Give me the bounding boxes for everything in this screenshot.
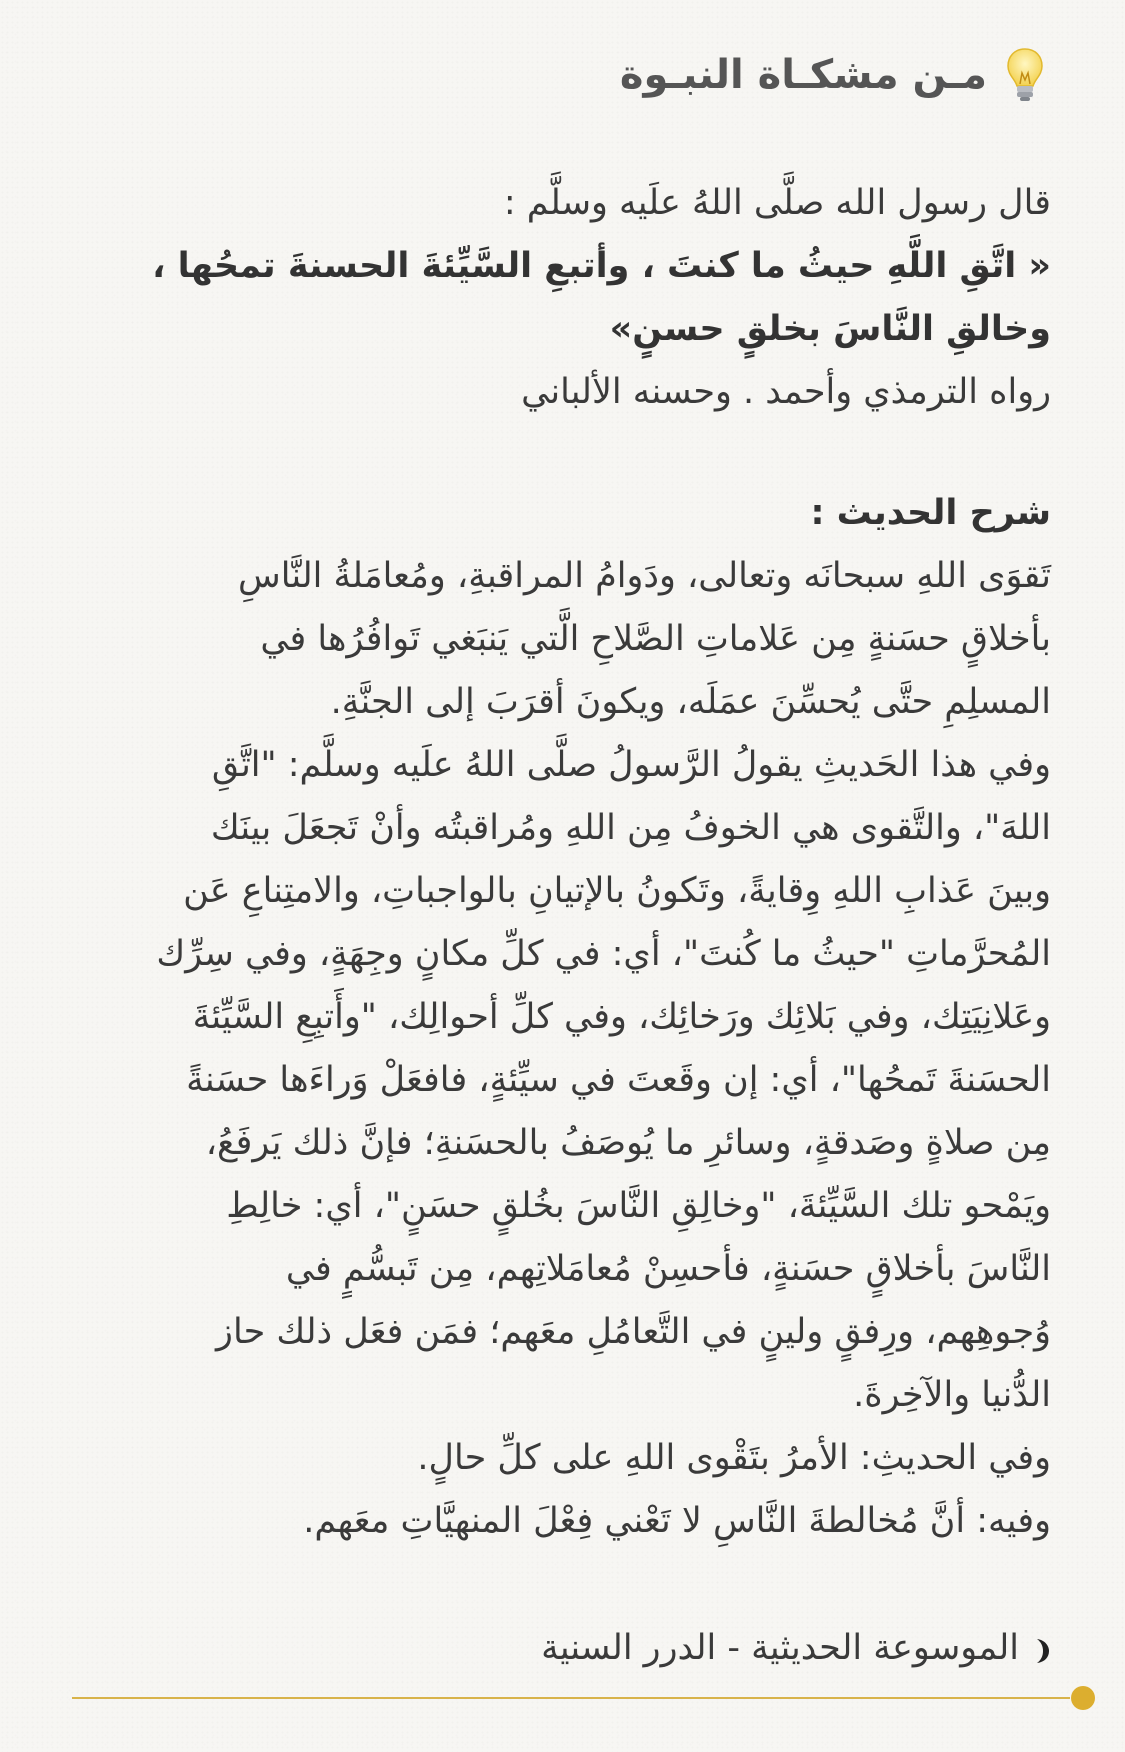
explanation-line-15: وفي الحديثِ: الأمرُ بتَقْوى اللهِ على كلِّ حالٍ.	[417, 1438, 1051, 1478]
lightbulb-icon	[1005, 45, 1045, 105]
explanation-line-14: الدُّنيا والآخِرةَ.	[853, 1375, 1051, 1415]
explanation-line-16: وفيه: أنَّ مُخالطةَ النَّاسِ لا تَعْني فِعْلَ المنهيَّاتِ معَهم.	[303, 1501, 1051, 1541]
explanation-line-6: وبينَ عَذابِ اللهِ وِقايةً، وتَكونُ بالإتيانِ بالواجباتِ، والامتِناعِ عَن	[183, 871, 1051, 911]
source-text: الموسوعة الحديثية - الدرر السنية	[541, 1628, 1019, 1668]
hadith-line-1: « اتَّقِ اللَّهِ حيثُ ما كنتَ ، وأتبعِ السَّيِّئةَ الحسنةَ تمحُها ،	[152, 246, 1051, 286]
explanation-line-11: ويَمْحو تلك السَّيِّئةَ، "وخالِقِ النَّاسَ بخُلقٍ حسَنٍ"، أي: خالِطِ	[226, 1186, 1051, 1226]
explanation-line-7: المُحرَّماتِ "حيثُ ما كُنتَ"، أي: في كلِّ مكانٍ وجِهَةٍ، وفي سِرِّك	[156, 934, 1051, 974]
title-row	[80, 42, 1045, 108]
content	[71, 172, 1051, 1680]
explanation-line-9: الحسَنةَ تَمحُها"، أي: إن وقَعتَ في سيِّئةٍ، فافعَلْ وَراءَها حسَنةً	[186, 1060, 1051, 1100]
page-title: مـن مشكـاة النبـوة	[619, 52, 987, 98]
crescent-icon	[1029, 1636, 1051, 1666]
explanation-line-3: المسلِمِ حتَّى يُحسِّنَ عمَلَه، ويكونَ أقرَبَ إلى الجنَّةِ.	[330, 682, 1051, 722]
spacer	[71, 1553, 1051, 1617]
hadith-intro: قال رسول الله صلَّى اللهُ علَيه وسلَّم :	[503, 183, 1051, 223]
hadith-narration: رواه الترمذي وأحمد . وحسنه الألباني	[521, 372, 1051, 412]
source-row	[71, 1617, 1051, 1680]
explanation-line-13: وُجوهِهم، ورِفقٍ ولينٍ في التَّعامُلِ معَهم؛ فمَن فعَل ذلك حاز	[216, 1312, 1051, 1352]
explanation-line-8: وعَلانِيَتِك، وفي بَلائِك ورَخائِك، وفي كلِّ أحوالِك، "وأَتبِعِ السَّيِّئةَ	[192, 997, 1051, 1037]
explanation-heading: شرح الحديث :	[810, 493, 1051, 533]
footer-divider	[72, 1697, 1070, 1699]
explanation-line-10: مِن صلاةٍ وصَدقةٍ، وسائرِ ما يُوصَفُ بالحسَنةِ؛ فإنَّ ذلك يَرفَعُ،	[205, 1123, 1051, 1163]
explanation-line-5: اللهَ"، والتَّقوى هي الخوفُ مِن اللهِ ومُراقبتُه وأنْ تَجعَلَ بينَك	[210, 808, 1051, 848]
explanation-line-12: النَّاسَ بأخلاقٍ حسَنةٍ، فأحسِنْ مُعامَلاتِهم، مِن تَبسُّمٍ في	[285, 1249, 1051, 1289]
explanation-line-2: بأخلاقٍ حسَنةٍ مِن عَلاماتِ الصَّلاحِ الَّتي يَنبَغي تَوافُرُها في	[260, 619, 1051, 659]
footer-dot	[1071, 1686, 1095, 1710]
hadith-line-2: وخالقِ النَّاسَ بخلقٍ حسنٍ»	[609, 309, 1051, 349]
spacer	[71, 424, 1051, 482]
explanation-line-1: تَقوَى اللهِ سبحانَه وتعالى، ودَوامُ المراقبةِ، ومُعامَلةُ النَّاسِ	[238, 556, 1051, 596]
explanation-line-4: وفي هذا الحَديثِ يقولُ الرَّسولُ صلَّى اللهُ علَيه وسلَّم: "اتَّقِ	[211, 745, 1051, 785]
